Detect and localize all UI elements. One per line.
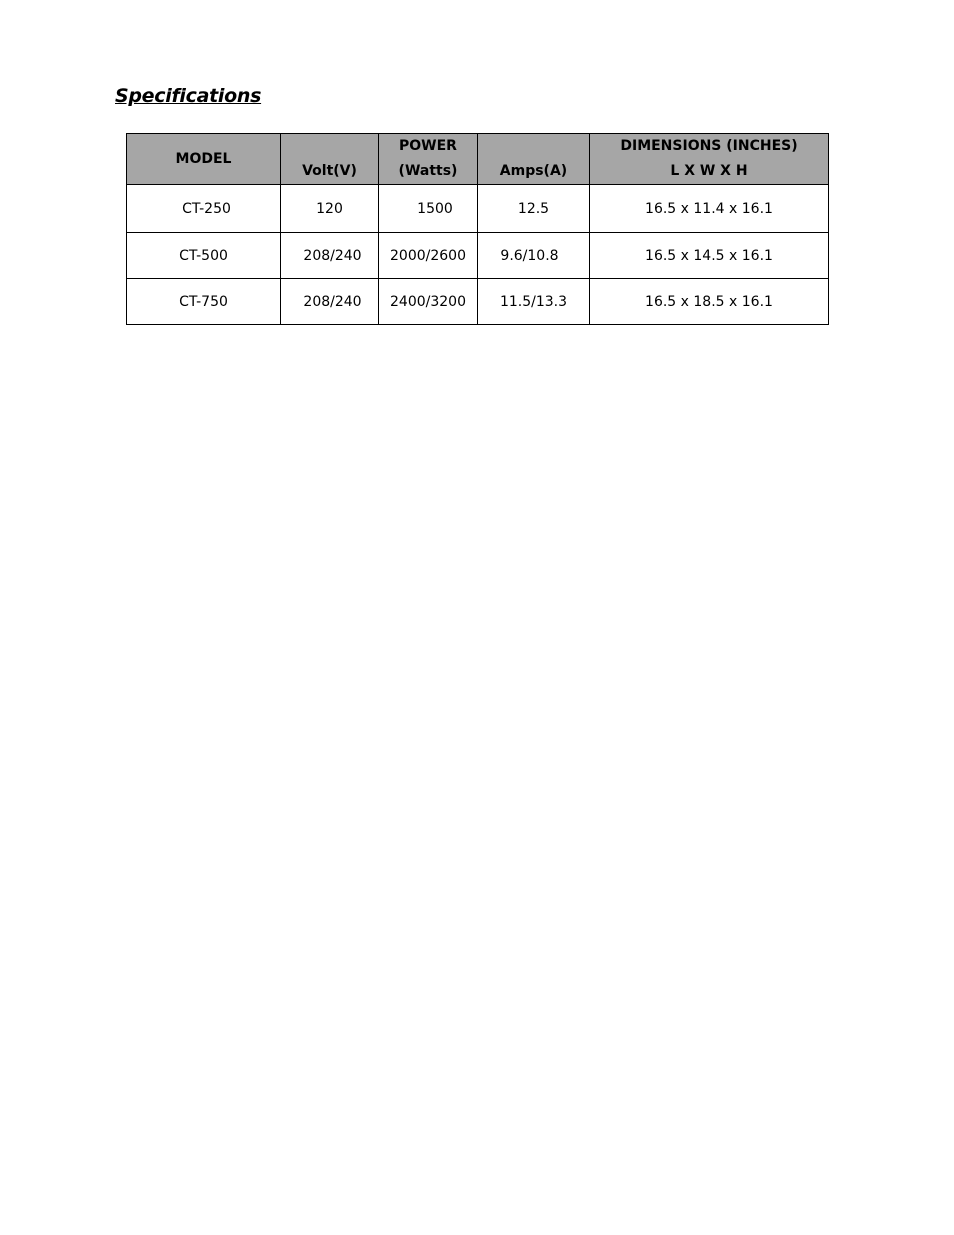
page-title: Specifications: [115, 85, 262, 107]
header-dimensions: [590, 134, 829, 185]
cell-volt: 208/240: [281, 279, 379, 325]
header-amps: [478, 134, 590, 185]
header-power-line2: (Watts): [398, 163, 458, 179]
header-model: [127, 134, 281, 185]
cell-model: CT-250: [127, 185, 281, 233]
cell-volt: 120: [281, 185, 379, 233]
header-volt: [281, 134, 379, 185]
cell-volt: 208/240: [281, 233, 379, 279]
cell-amps: 12.5: [478, 185, 590, 233]
cell-dimensions: 16.5 x 11.4 x 16.1: [590, 185, 829, 233]
cell-power: 2400/3200: [379, 279, 478, 325]
table-header-row: [127, 134, 829, 185]
table-row: [127, 233, 829, 279]
header-dimensions-line2: L X W X H: [670, 163, 748, 179]
cell-dimensions: 16.5 x 14.5 x 16.1: [590, 233, 829, 279]
cell-dimensions: 16.5 x 18.5 x 16.1: [590, 279, 829, 325]
header-model-label: MODEL: [175, 150, 232, 167]
table-row: [127, 185, 829, 233]
specifications-table: [126, 133, 829, 325]
table-row: [127, 279, 829, 325]
header-amps-label: Amps(A): [499, 163, 568, 179]
cell-amps: 9.6/10.8: [478, 233, 590, 279]
cell-power: 2000/2600: [379, 233, 478, 279]
cell-amps: 11.5/13.3: [478, 279, 590, 325]
header-power: [379, 134, 478, 185]
header-volt-label: Volt(V): [302, 163, 357, 179]
header-power-line1: POWER: [399, 138, 457, 154]
cell-power: 1500: [379, 185, 478, 233]
header-dimensions-line1: DIMENSIONS (INCHES): [620, 138, 798, 154]
cell-model: CT-750: [127, 279, 281, 325]
cell-model: CT-500: [127, 233, 281, 279]
